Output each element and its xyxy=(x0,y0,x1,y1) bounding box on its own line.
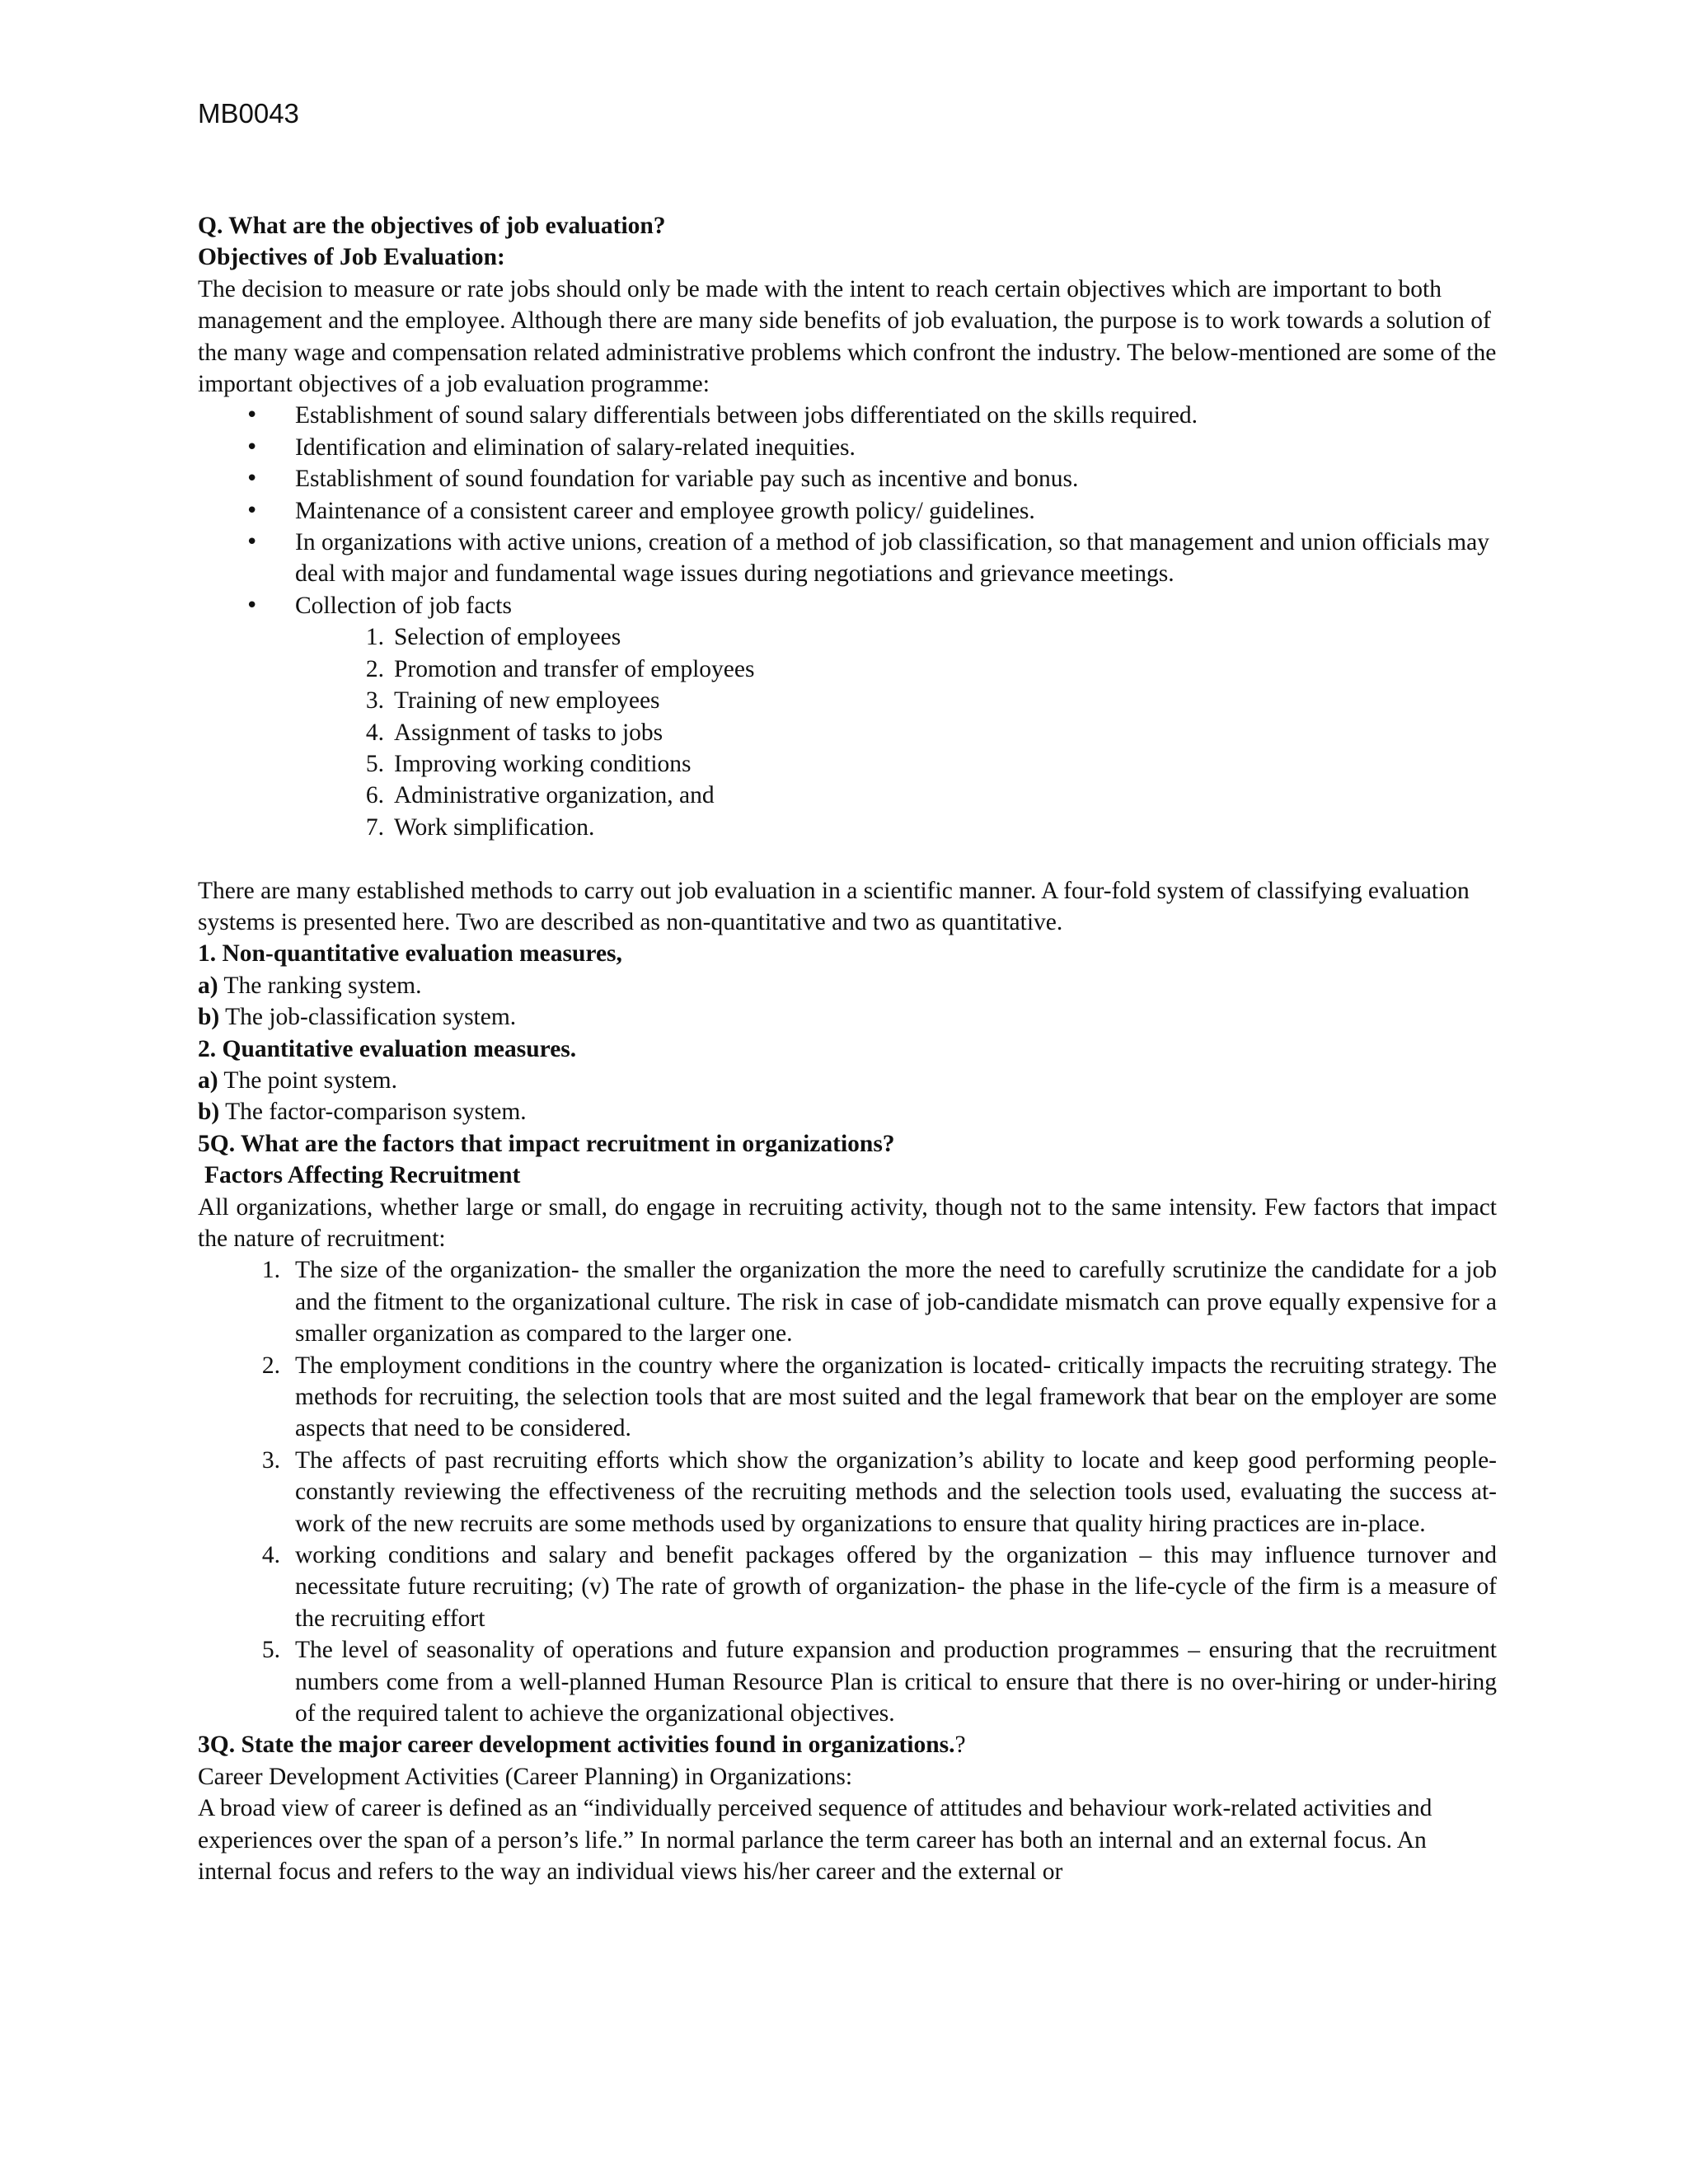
list-item xyxy=(198,495,1497,527)
list-item xyxy=(198,654,1497,685)
item-text: The job-classification system. xyxy=(219,1004,517,1031)
methods-intro-paragraph: There are many established methods to carry out job evaluation in a scientific manner. A four-fold system of classifying evaluation systems is presented here. Two are described as non-quantitative and two as quantitative. xyxy=(198,877,1470,935)
recruitment-factors-list xyxy=(198,1254,1497,1729)
list-item-text: working conditions and salary and benefit packages offered by the organization – this may influence turnover and necessitate future recruiting; (v) The rate of growth of organization- the phase in the life-cycle of the firm is a measure of the recruiting effort xyxy=(295,1542,1497,1632)
list-item-text: Maintenance of a consistent career and employee growth policy/ guidelines. xyxy=(295,497,1035,524)
list-item xyxy=(198,717,1497,748)
bullet-icon: • xyxy=(246,466,259,492)
list-item xyxy=(198,812,1497,843)
list-item-text: The level of seasonality of operations and future expansion and production programmes – ensuring that the recruitment numbers come from a well-planned Human Resource Plan is critical to ensure that there is no over-hiring or under-hiring of the required talent to achieve the organizational objectives. xyxy=(295,1637,1497,1727)
item-text: The factor-comparison system. xyxy=(219,1099,527,1126)
q3-body-paragraph: A broad view of career is defined as an “individually perceived sequence of attitudes and behaviour work-related activities and experiences over the span of a person’s life.” In normal parlance the term career has both an internal and an external focus. An internal focus and refers to the way an individual views his/her career and the external or xyxy=(198,1795,1432,1886)
item-label: b) xyxy=(198,1004,220,1031)
quantitative-heading: 2. Quantitative evaluation measures. xyxy=(198,1035,577,1062)
quantitative-item-b xyxy=(198,1096,1497,1127)
list-item xyxy=(198,590,1497,621)
list-item-text: The size of the organization- the smaller the organization the more the need to carefully scrutinize the candidate for a job and the fitment to the organizational culture. The risk in case of job-candidate mismatch can prove equally expensive for a smaller organization as compared to the larger one. xyxy=(295,1257,1497,1347)
bullet-icon: • xyxy=(246,498,259,523)
list-item xyxy=(198,780,1497,811)
q1-intro-paragraph: The decision to measure or rate jobs should only be made with the intent to reach certain objectives which are important to both management and the employee. Although there are many side benefits of job evaluation, the purpose is to work towards a solution of the many wage and compensation related administrative problems which confront the industry. The below-mentioned are some of the important objectives of a job evaluation programme: xyxy=(198,275,1497,398)
item-label: a) xyxy=(198,1066,218,1094)
q1-heading: Objectives of Job Evaluation: xyxy=(198,244,505,271)
list-item xyxy=(198,621,1497,653)
list-item xyxy=(198,1445,1497,1540)
list-item-text: Promotion and transfer of employees xyxy=(394,655,755,682)
list-item xyxy=(198,432,1497,463)
q1-question: Q. What are the objectives of job evaluation? xyxy=(198,213,666,239)
q5-intro-paragraph: All organizations, whether large or small, do engage in recruiting activity, though not to the same intensity. Few factors that impact the nature of recruitment: xyxy=(198,1193,1497,1252)
list-number: 3. xyxy=(261,1446,280,1474)
document-body xyxy=(198,210,1497,1888)
list-item-text: Identification and elimination of salary-related inequities. xyxy=(295,434,856,461)
list-item-text: Establishment of sound salary differentials between jobs differentiated on the skills required. xyxy=(295,402,1198,429)
list-item-text: Administrative organization, and xyxy=(394,782,715,809)
list-number: 5. xyxy=(261,1637,280,1664)
bullet-icon: • xyxy=(246,530,259,555)
list-item-text: Collection of job facts xyxy=(295,592,512,619)
item-label: a) xyxy=(198,972,218,999)
q5-heading: Factors Affecting Recruitment xyxy=(204,1162,521,1189)
list-item xyxy=(198,463,1497,494)
list-item-text: Training of new employees xyxy=(394,687,660,715)
list-item-text: Selection of employees xyxy=(394,624,621,651)
list-item-text: Assignment of tasks to jobs xyxy=(394,719,663,746)
quantitative-item-a xyxy=(198,1065,1497,1096)
list-number: 1. xyxy=(261,1257,280,1284)
list-number: 5. xyxy=(365,750,384,777)
course-code-header: MB0043 xyxy=(198,98,299,129)
list-item xyxy=(198,1350,1497,1445)
list-item xyxy=(198,1254,1497,1349)
non-quantitative-heading: 1. Non-quantitative evaluation measures, xyxy=(198,940,622,968)
list-item xyxy=(198,685,1497,716)
bullet-icon: • xyxy=(246,593,259,618)
bullet-icon: • xyxy=(246,434,259,460)
job-facts-sublist xyxy=(198,621,1497,843)
list-number: 2. xyxy=(365,655,384,682)
list-number: 6. xyxy=(365,782,384,809)
list-item-text: The affects of past recruiting efforts which show the organization’s ability to locate and keep good performing people- constantly reviewing the effectiveness of the recruiting methods and the selection tools used, evaluating the success at-work of the new recruits are some methods used by organizations to ensure that quality hiring practices are in-place. xyxy=(295,1446,1497,1537)
bullet-icon: • xyxy=(246,403,259,429)
list-item xyxy=(198,1540,1497,1634)
list-item-text: Improving working conditions xyxy=(394,750,692,777)
list-item-text: The employment conditions in the country where the organization is located- critically impacts the recruiting strategy. The methods for recruiting, the selection tools that are most suited and the legal framework that bear on the employer are some aspects that need to be considered. xyxy=(295,1352,1497,1442)
paragraph-spacer xyxy=(198,843,1497,874)
q3-question-line xyxy=(198,1729,1497,1760)
q3-heading: Career Development Activities (Career Planning) in Organizations: xyxy=(198,1763,853,1790)
list-item xyxy=(198,748,1497,780)
list-item xyxy=(198,1634,1497,1729)
non-quantitative-item-b xyxy=(198,1001,1497,1033)
list-item xyxy=(198,527,1497,590)
item-text: The ranking system. xyxy=(218,972,422,999)
list-number: 7. xyxy=(365,813,384,841)
q3-question: 3Q. State the major career development activities found in organizations. xyxy=(198,1732,955,1759)
list-number: 1. xyxy=(365,624,384,651)
q5-question: 5Q. What are the factors that impact recruitment in organizations? xyxy=(198,1130,895,1157)
list-item-text: Work simplification. xyxy=(394,813,595,841)
item-text: The point system. xyxy=(218,1066,397,1094)
item-label: b) xyxy=(198,1099,220,1126)
list-number: 2. xyxy=(261,1352,280,1379)
q1-objectives-list xyxy=(198,400,1497,621)
q3-question-tail: ? xyxy=(954,1732,966,1759)
list-item-text: Establishment of sound foundation for variable pay such as incentive and bonus. xyxy=(295,466,1079,493)
list-number: 4. xyxy=(365,719,384,746)
list-number: 3. xyxy=(365,687,384,715)
list-item xyxy=(198,400,1497,431)
non-quantitative-item-a xyxy=(198,970,1497,1001)
list-item-text: In organizations with active unions, creation of a method of job classification, so that management and union officials may deal with major and fundamental wage issues during negotiations and grievance meetings. xyxy=(295,529,1489,588)
list-number: 4. xyxy=(261,1542,280,1569)
